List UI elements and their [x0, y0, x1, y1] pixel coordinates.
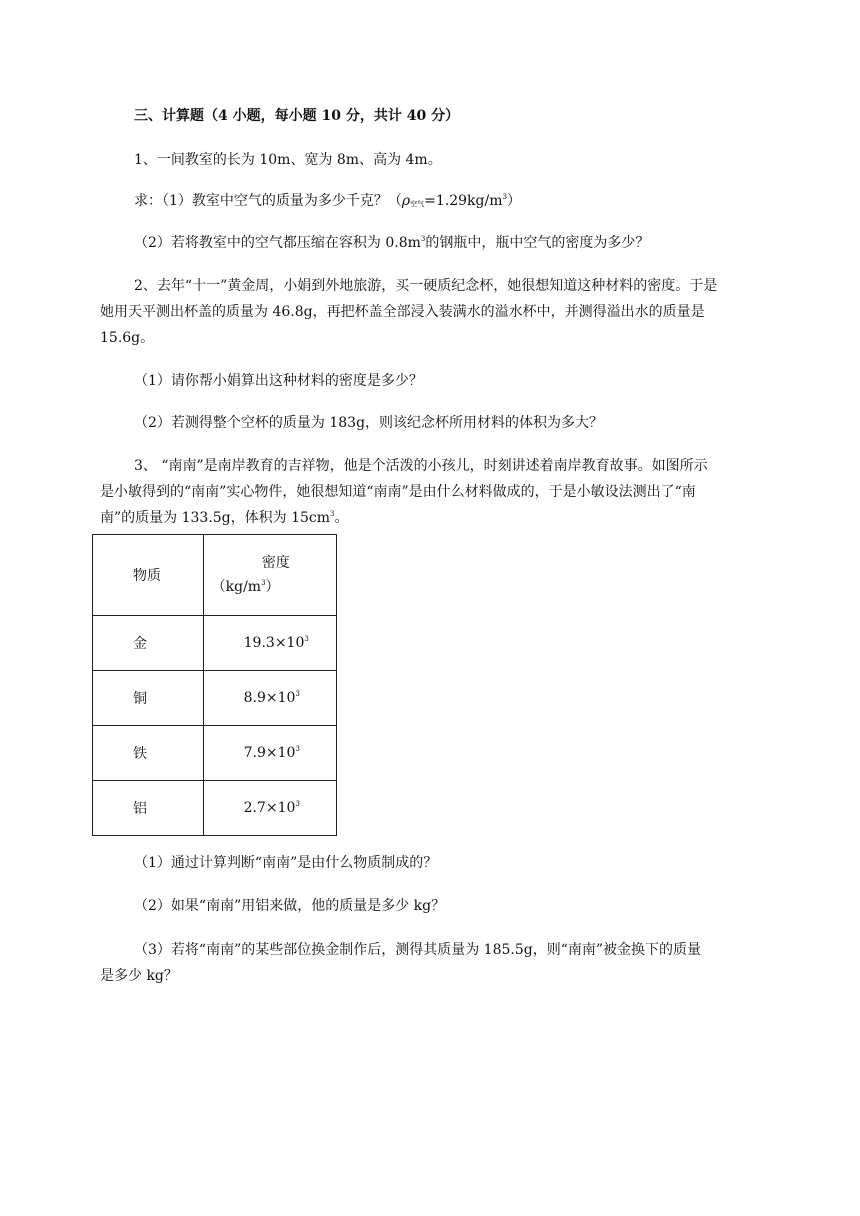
header-unit-suffix: ） — [265, 579, 280, 595]
q3-sub3-line1: （3）若将“南南”的某些部位换金制作后，测得其质量为 185.5g，则“南南”被金换下的质量 — [134, 942, 702, 958]
q1-line2-sup: 3 — [502, 193, 507, 201]
density-exponent: 3 — [295, 690, 300, 698]
header-density-label: 密度 — [261, 555, 290, 571]
q3-sub3-line2: 是多少 kg？ — [100, 968, 178, 984]
header-unit-sup: 3 — [261, 579, 266, 587]
rho-subscript: 空气 — [410, 200, 425, 208]
table-row — [93, 726, 337, 781]
q3-sub1: （1）通过计算判断“南南”是由什么物质制成的？ — [134, 855, 438, 871]
q1-line2-prefix: 求：（1）教室中空气的质量为多少千克？（ — [134, 193, 402, 209]
q3-line3-sup: 3 — [330, 510, 335, 518]
q3-line3 — [100, 508, 349, 528]
table-row — [93, 616, 337, 671]
density-exponent: 3 — [295, 800, 300, 808]
density-exponent: 3 — [304, 635, 309, 643]
q1-line3-sup: 3 — [420, 235, 426, 243]
q3-line3-suffix: 。 — [334, 510, 349, 526]
q2-sub2: （2）若测得整个空杯的质量为 183g，则该纪念杯所用材料的体积为多大？ — [134, 415, 604, 431]
q1-line3-prefix: （2）若将教室中的空气都压缩在容积为 0.8m — [134, 235, 421, 251]
q1-line1: 1、一间教室的长为 10m、宽为 8m、高为 4m。 — [134, 152, 442, 168]
table-row — [93, 781, 337, 836]
density-exponent: 3 — [295, 745, 300, 753]
density-value: 8.9×10 — [243, 690, 296, 706]
density-value: 19.3×10 — [243, 635, 305, 651]
q3-line3-prefix: 南”的质量为 133.5g，体积为 15cm — [100, 510, 331, 526]
material-cell: 铜 — [93, 671, 204, 726]
q2-line3: 15.6g。 — [100, 330, 155, 346]
header-material: 物质 — [93, 535, 204, 616]
header-unit-prefix: （kg/m — [211, 579, 262, 595]
density-cell — [203, 671, 336, 726]
table-header-row — [93, 535, 337, 616]
q3-sub2: （2）如果“南南”用铝来做，他的质量是多少 kg？ — [134, 898, 446, 914]
q1-line2-end: ） — [506, 193, 521, 209]
table-row — [93, 671, 337, 726]
material-cell: 铁 — [93, 726, 204, 781]
q1-line2 — [134, 191, 521, 211]
density-cell — [203, 726, 336, 781]
q2-line1: 2、去年“十一”黄金周，小娟到外地旅游，买一硬质纪念杯，她很想知道这种材料的密度。于是 — [134, 278, 718, 294]
density-cell — [203, 781, 336, 836]
q2-line2: 她用天平测出杯盖的质量为 46.8g，再把杯盖全部浸入装满水的溢水杯中，并测得溢出水的质量是 — [100, 304, 705, 320]
q3-line2: 是小敏得到的“南南”实心物件，她很想知道“南南”是由什么材料做成的，于是小敏设法测出了“南 — [100, 484, 696, 500]
density-value: 2.7×10 — [243, 800, 296, 816]
q1-line3 — [134, 233, 649, 253]
density-cell — [203, 616, 336, 671]
section-title: 三、计算题（4 小题，每小题 10 分，共计 40 分） — [134, 108, 460, 124]
q3-line1: 3、 “南南”是南岸教育的吉祥物，他是个活泼的小孩儿，时刻讲述着南岸教育故事。如图所示 — [134, 458, 708, 474]
q1-line2-suffix: =1.29kg/m — [424, 193, 503, 209]
rho-symbol: ρ — [401, 193, 411, 209]
material-cell: 金 — [93, 616, 204, 671]
header-density-unit — [204, 575, 336, 599]
material-cell: 铝 — [93, 781, 204, 836]
header-density — [203, 535, 336, 616]
q1-line3-suffix: 的钢瓶中，瓶中空气的密度为多少？ — [425, 235, 650, 251]
density-value: 7.9×10 — [243, 745, 296, 761]
q2-sub1: （1）请你帮小娟算出这种材料的密度是多少？ — [134, 373, 423, 389]
density-table — [92, 534, 337, 836]
